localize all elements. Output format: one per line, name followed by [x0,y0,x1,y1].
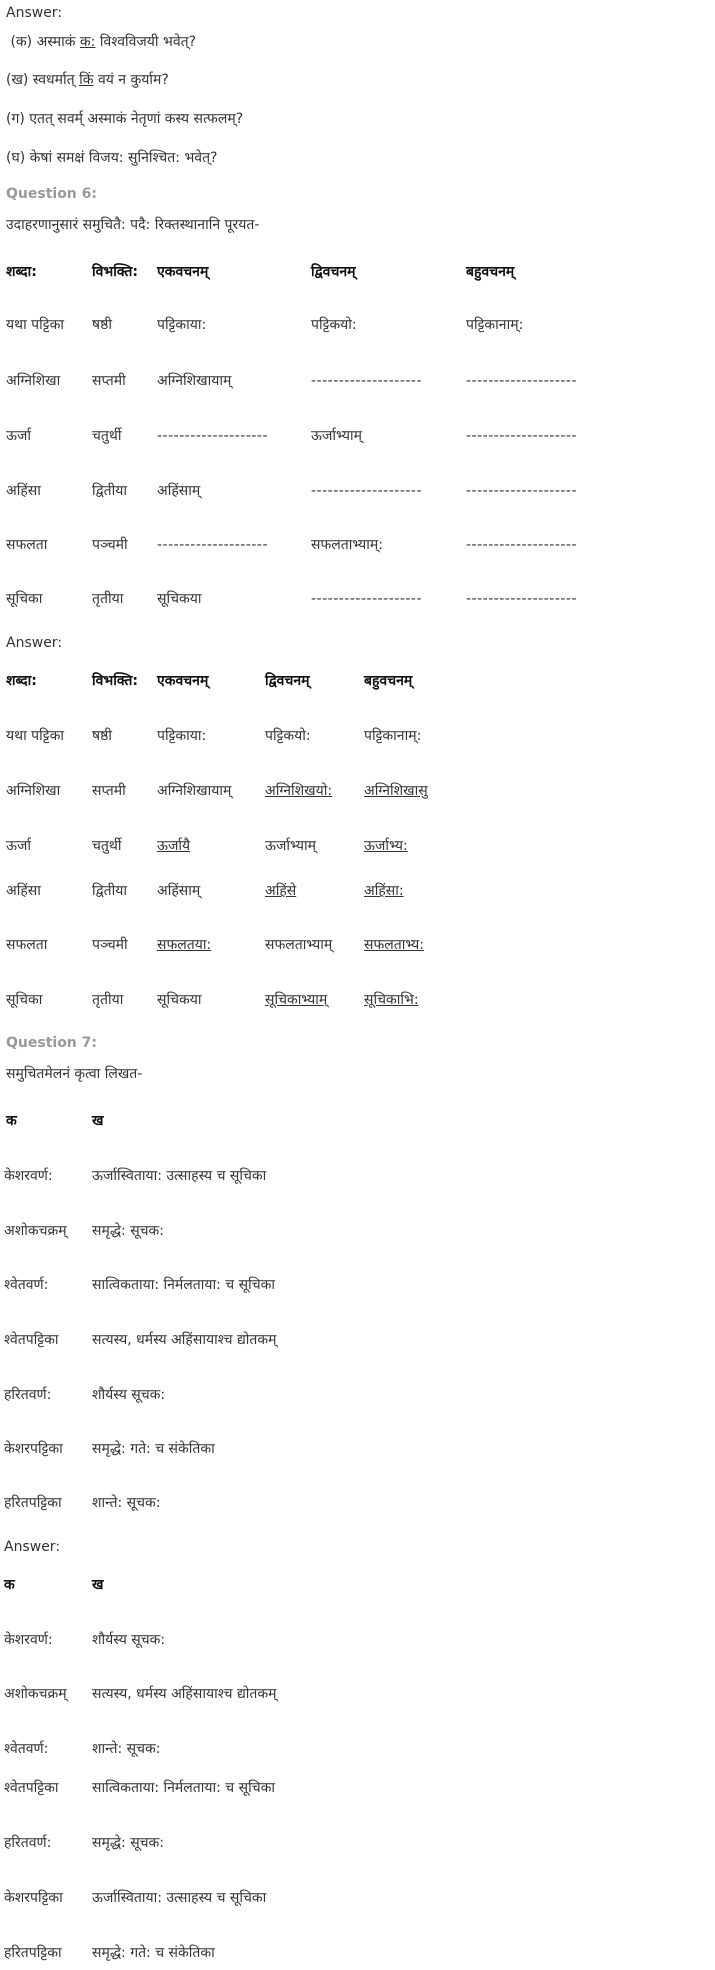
q7-cell: हरितपट्टिका [4,1495,62,1511]
q7a-cell: सत्यस्य, धर्मस्य अहिंसायाश्च द्योतकम् [92,1686,277,1702]
q6a-cell: षष्ठी [92,728,112,744]
q7-cell: केशरपट्टिका [4,1441,63,1457]
q6a-cell: ऊर्जाभ्याम् [265,838,316,854]
q6-blank: -------------------- [311,483,423,499]
q6a-answer-cell: सफलतया: [157,937,212,953]
q6a-cell: यथा पट्टिका [6,728,64,744]
q6a-cell: सूचिका [6,992,43,1008]
q6-header-dual: द्विवचनम् [311,264,356,280]
q5-answer-label: Answer: [6,5,63,21]
q7a-cell: श्वेतवर्ण: [4,1741,49,1757]
q7a-cell: केशरवर्ण: [4,1632,53,1648]
q6a-answer-cell: अहिंसा: [364,883,404,899]
q6-cell: पट्टिकाया: [157,317,207,333]
q5-answer-line [6,149,218,167]
q6a-cell: पञ्चमी [92,937,128,953]
q6-instruction: उदाहरणानुसारं समुचितै: पदै: रिक्तस्थानानि पूरयत- [6,217,260,233]
q7-header-kha: ख [92,1113,104,1129]
q6-blank: -------------------- [311,373,423,389]
q6-cell: अग्निशिखायाम् [157,373,232,389]
q6-answer-label: Answer: [6,635,63,651]
q6a-answer-cell: ऊर्जाभ्य: [364,838,408,854]
q7a-cell: समृद्धे: गते: च संकेतिका [92,1945,215,1961]
q7a-cell: हरितपट्टिका [4,1945,62,1961]
q6a-answer-cell: अग्निशिखासु [364,783,428,799]
q6a-cell: पट्टिकाया: [157,728,207,744]
q6-header-singular: एकवचनम् [157,264,209,280]
q6-cell: द्वितीया [92,483,128,499]
q6-blank: -------------------- [466,373,578,389]
q6a-cell: ऊर्जा [6,838,32,854]
q6-cell: अग्निशिखा [6,373,61,389]
q6a-answer-cell: सूचिकाभ्याम् [265,992,328,1008]
q6-blank: -------------------- [157,537,269,553]
q6-cell: चतुर्थी [92,428,122,444]
line-text: (ख) स्वधर्मात् [6,72,80,88]
q6a-cell: अहिंसा [6,883,41,899]
q6-cell: सफलताभ्याम्: [311,537,384,553]
q6a-cell: चतुर्थी [92,838,122,854]
q6a-header-singular: एकवचनम् [157,673,209,689]
q6-blank: -------------------- [311,591,423,607]
q5-answer-line [6,33,196,51]
q7-cell: ऊर्जास्विताया: उत्साहस्य च सूचिका [92,1168,267,1184]
q6-cell: सफलता [6,537,48,553]
q6-cell: अहिंसाम् [157,483,201,499]
q6a-header-plural: बहुवचनम् [364,673,413,689]
q6-header-case: विभक्ति: [92,264,138,280]
q6a-answer-cell: अहिंसे [265,883,297,899]
q5-answer-line [6,71,169,89]
q6a-answer-cell: अग्निशिखयो: [265,783,333,799]
q6a-answer-cell: सूचिकाभि: [364,992,419,1008]
q6a-header-dual: द्विवचनम् [265,673,310,689]
q7-cell: केशरवर्ण: [4,1168,53,1184]
q7-cell: समृद्धे: सूचक: [92,1223,165,1239]
q6-header-words: शब्दा: [6,264,37,280]
q7-heading: Question 7: [6,1035,97,1051]
q7a-cell: शौर्यस्य सूचक: [92,1632,166,1648]
q6-cell: सप्तमी [92,373,126,389]
q6a-header-case: विभक्ति: [92,673,138,689]
q7a-cell: सात्विकताया: निर्मलताया: च सूचिका [92,1780,275,1796]
q6-blank: -------------------- [466,591,578,607]
q6a-cell: अहिंसाम् [157,883,201,899]
q6a-cell: पट्टिकयो: [265,728,311,744]
q6a-cell: पट्टिकानाम्: [364,728,422,744]
line-underlined: क: [79,34,96,50]
q6-blank: -------------------- [466,428,578,444]
q6-cell: ऊर्जाभ्याम् [311,428,362,444]
q6a-cell: सूचिकया [157,992,202,1008]
q6-cell: अहिंसा [6,483,41,499]
q7-cell: हरितवर्ण: [4,1387,52,1403]
q5-answer-line [6,110,243,128]
q6a-answer-cell: सफलताभ्य: [364,937,425,953]
q6-cell: पट्टिकानाम्: [466,317,524,333]
q6-blank: -------------------- [466,483,578,499]
q7-cell: शान्ते: सूचक: [92,1495,161,1511]
line-text: (घ) केषां समक्षं विजय: सुनिश्चित: भवेत्? [6,150,218,166]
q7-cell: शौर्यस्य सूचक: [92,1387,166,1403]
q6-cell: यथा पट्टिका [6,317,64,333]
line-text: (क) अस्माकं [6,34,80,50]
q7a-cell: समृद्धे: सूचक: [92,1835,165,1851]
q6-blank: -------------------- [157,428,269,444]
q7-cell: श्वेतवर्ण: [4,1277,49,1293]
q6a-cell: अग्निशिखायाम् [157,783,232,799]
q6a-cell: तृतीया [92,992,124,1008]
q6-header-plural: बहुवचनम् [466,264,515,280]
q6a-cell: अग्निशिखा [6,783,61,799]
q7a-cell: केशरपट्टिका [4,1890,63,1906]
q7a-cell: ऊर्जास्विताया: उत्साहस्य च सूचिका [92,1890,267,1906]
q6-cell: पञ्चमी [92,537,128,553]
q7a-header-kha: ख [92,1577,104,1593]
q7-answer-label: Answer: [4,1539,61,1555]
q6-cell: तृतीया [92,591,124,607]
q7a-cell: अशोकचक्रम् [4,1686,67,1702]
line-text: वयं न कुर्याम? [93,72,169,88]
q6-cell: सूचिका [6,591,43,607]
q7a-cell: श्वेतपट्टिका [4,1780,59,1796]
q7-cell: श्वेतपट्टिका [4,1332,59,1348]
q6a-cell: सफलता [6,937,48,953]
line-underlined: किं [79,72,94,88]
q7-cell: समृद्धे: गते: च संकेतिका [92,1441,215,1457]
q7-cell: सात्विकताया: निर्मलताया: च सूचिका [92,1277,275,1293]
q7a-cell: शान्ते: सूचक: [92,1741,161,1757]
q6a-cell: सप्तमी [92,783,126,799]
q7-cell: सत्यस्य, धर्मस्य अहिंसायाश्च द्योतकम् [92,1332,277,1348]
q6-cell: पट्टिकयो: [311,317,357,333]
q7-header-ka: क [6,1113,17,1129]
q6-blank: -------------------- [466,537,578,553]
q6-heading: Question 6: [6,186,97,202]
q6a-cell: सफलताभ्याम् [265,937,333,953]
q7a-cell: हरितवर्ण: [4,1835,52,1851]
q7a-header-ka: क [4,1577,15,1593]
q6-cell: षष्ठी [92,317,112,333]
line-text: (ग) एतत् सवर्म् अस्माकं नेतृणां कस्य सत्फलम्? [6,111,244,127]
q7-instruction: समुचितमेलनं कृत्वा लिखत- [6,1066,143,1082]
q6a-header-words: शब्दा: [6,673,37,689]
line-text: विश्वविजयी भवेत्? [95,34,197,50]
q6a-answer-cell: ऊर्जायै [157,838,191,854]
q6-cell: सूचिकया [157,591,202,607]
q6a-cell: द्वितीया [92,883,128,899]
q7-cell: अशोकचक्रम् [4,1223,67,1239]
q6-cell: ऊर्जा [6,428,32,444]
